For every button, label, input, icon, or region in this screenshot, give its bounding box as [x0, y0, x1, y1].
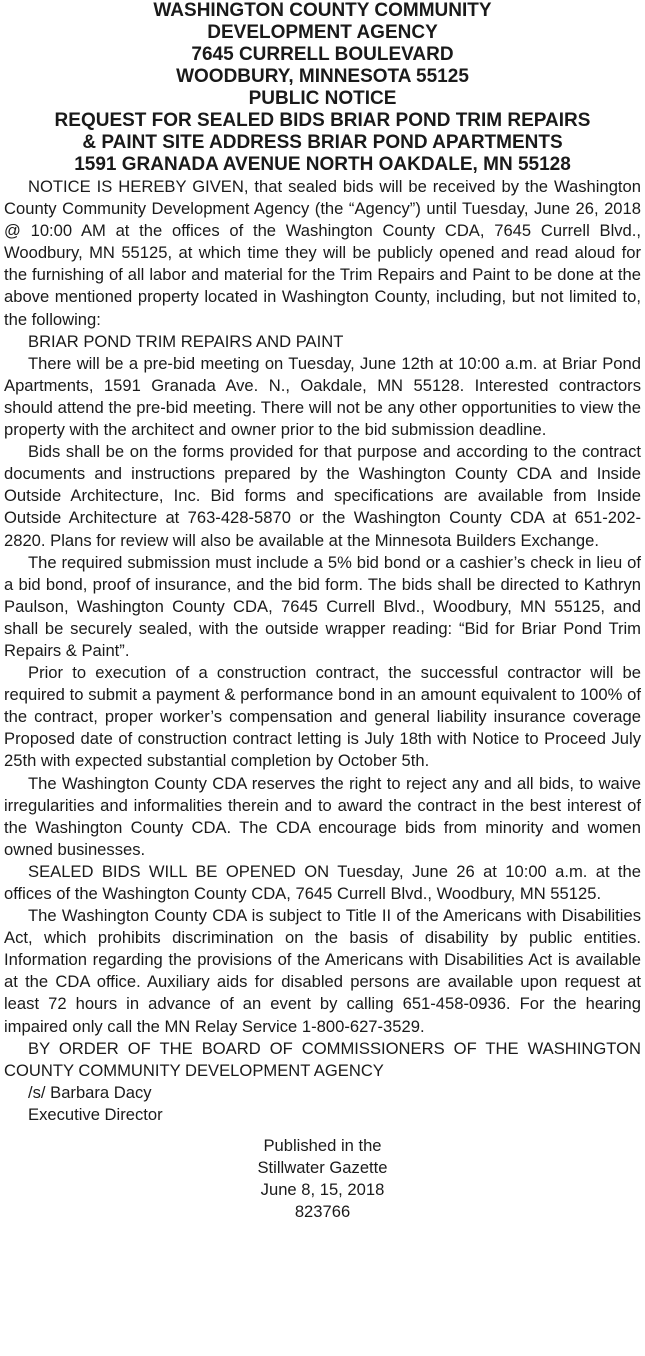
notice-paragraph: The Washington County CDA is subject to Title II of the Americans with Disabilities Act, which prohibits discrimination on the basis of disability by public entities. Information regarding the provisions of the Americans with Disabilities Act is available at the CDA office. Auxiliary aids for disabled persons are available upon request at least 72 hours in advance of an event by calling 651-458-0936. For the hearing impaired only call the MN Relay Service 1-800-627-3529. [4, 906, 641, 1036]
heading-line: REQUEST FOR SEALED BIDS BRIAR POND TRIM REPAIRS [54, 110, 591, 131]
publication-dates: June 8, 15, 2018 [260, 1180, 385, 1200]
notice-paragraph: Bids shall be on the forms provided for that purpose and according to the contract documents and instructions prepared by the Washington County CDA and Inside Outside Architecture, Inc. Bid forms and specifications are available from Inside Outside Architecture at 763-428-5870 or the Washington County CDA at 651-202-2820. Plans for review will also be available at the Minnesota Builders Exchange. [4, 442, 641, 550]
heading-line: 7645 CURRELL BOULEVARD [191, 44, 454, 65]
publication-number: 823766 [294, 1202, 351, 1222]
heading-line: WASHINGTON COUNTY COMMUNITY [153, 0, 492, 21]
publication-info [4, 1135, 641, 1223]
heading-line: WOODBURY, MINNESOTA 55125 [176, 66, 469, 87]
notice-paragraph: NOTICE IS HEREBY GIVEN, that sealed bids will be received by the Washington County Community Development Agency (the “Agency”) until Tuesday, June 26, 2018 @ 10:00 AM at the offices of the Washington County CDA, 7645 Currell Blvd., Woodbury, MN 55125, at which time they will be publicly opened and read aloud for the furnishing of all labor and material for the Trim Repairs and Paint to be done at the above mentioned property located in Washington County, including, but not limited to, the following: [4, 177, 641, 329]
notice-body [4, 176, 641, 1126]
notice-heading [4, 0, 641, 176]
project-title: BRIAR POND TRIM REPAIRS AND PAINT [28, 331, 344, 351]
heading-line: 1591 GRANADA AVENUE NORTH OAKDALE, MN 55128 [74, 154, 571, 175]
heading-line: & PAINT SITE ADDRESS BRIAR POND APARTMENTS [82, 132, 563, 153]
notice-paragraph: The Washington County CDA reserves the right to reject any and all bids, to waive irregularities and informalities therein and to award the contract in the best interest of the Washington County CDA. The CDA encourage bids from minority and women owned businesses. [4, 773, 641, 859]
board-order: BY ORDER OF THE BOARD OF COMMISSIONERS OF THE WASHINGTON COUNTY COMMUNITY DEVELOPMENT AGENCY [4, 1038, 641, 1080]
heading-line: DEVELOPMENT AGENCY [207, 22, 438, 43]
notice-paragraph: SEALED BIDS WILL BE OPENED ON Tuesday, June 26 at 10:00 a.m. at the offices of the Washington County CDA, 7645 Currell Blvd., Woodbury, MN 55125. [4, 861, 641, 903]
publication-line: Stillwater Gazette [257, 1158, 388, 1178]
signer-title: Executive Director [28, 1104, 163, 1124]
notice-paragraph: Prior to execution of a construction contract, the successful contractor will be required to submit a payment & performance bond in an amount equivalent to 100% of the contract, proper worker’s compensation and general liability insurance coverage Proposed date of construction contract letting is July 18th with Notice to Proceed July 25th with expected substantial completion by October 5th. [4, 663, 641, 771]
notice-paragraph: There will be a pre-bid meeting on Tuesday, June 12th at 10:00 a.m. at Briar Pond Apartments, 1591 Granada Ave. N., Oakdale, MN 55128. Interested contractors should attend the pre-bid meeting. There will not be any other opportunities to view the property with the architect and owner prior to the bid submission deadline. [4, 353, 641, 440]
signature-line: /s/ Barbara Dacy [28, 1082, 152, 1102]
notice-paragraph: The required submission must include a 5% bid bond or a cashier’s check in lieu of a bid bond, proof of insurance, and the bid form. The bids shall be directed to Kathryn Paulson, Washington County CDA, 7645 Currell Blvd., Woodbury, MN 55125, and shall be securely sealed, with the outside wrapper reading: “Bid for Briar Pond Trim Repairs & Paint”. [4, 552, 641, 660]
heading-line: PUBLIC NOTICE [248, 88, 397, 109]
publication-line: Published in the [263, 1136, 382, 1156]
